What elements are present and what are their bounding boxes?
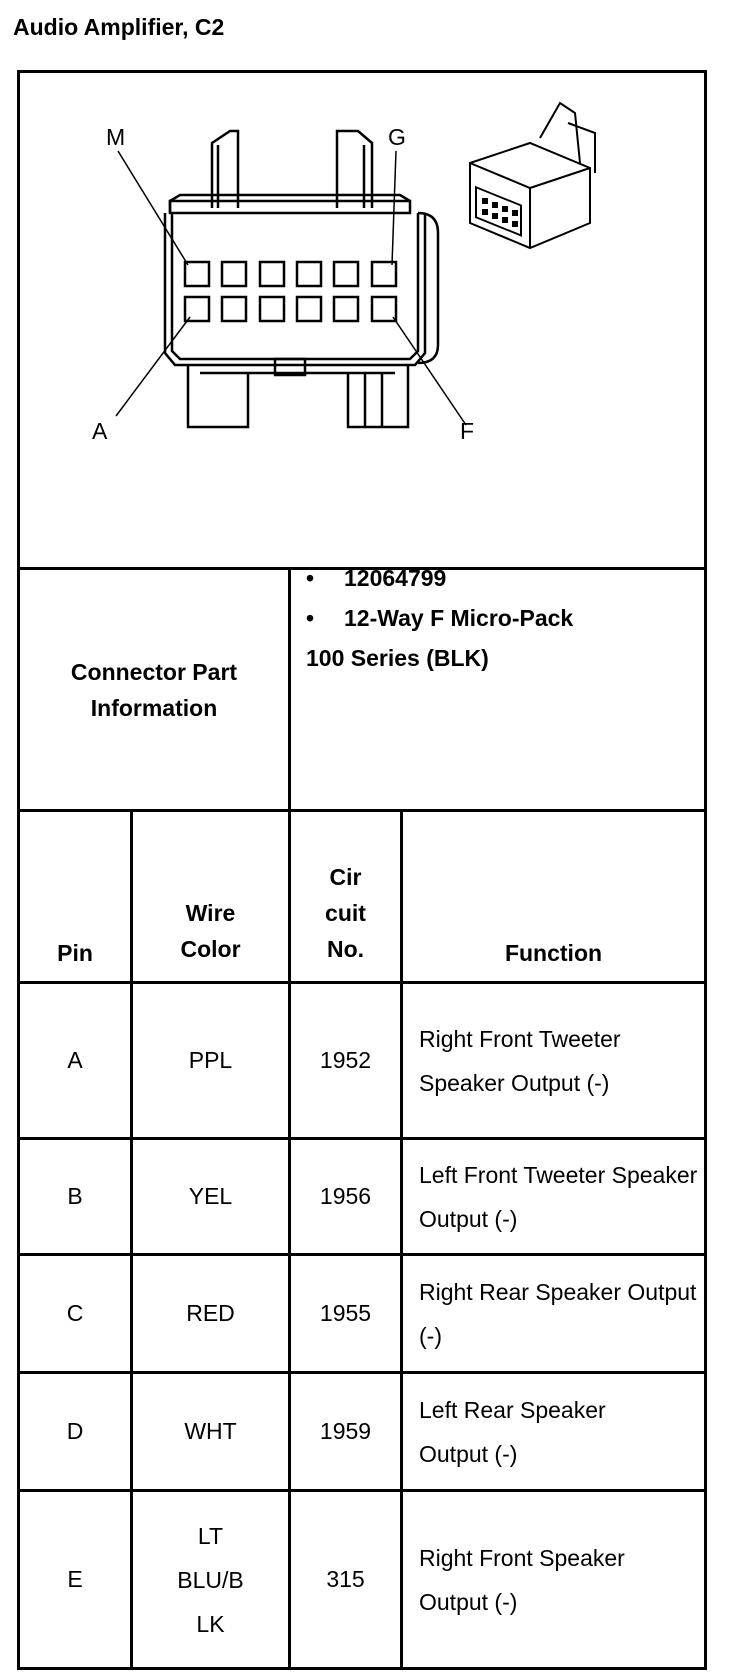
row-e-pin: E [67, 1566, 83, 1592]
row-a-function: Right Front Tweeter Speaker Output (-) [419, 1025, 621, 1096]
row-a-pin: A [67, 1047, 83, 1073]
row-b-function: Left Front Tweeter Speaker Output (-) [419, 1161, 698, 1232]
row-c-wire: RED [186, 1300, 235, 1326]
row-d-circuit: 1959 [319, 1418, 372, 1444]
page-title: Audio Amplifier, C2 [13, 14, 225, 40]
row-e-wire: LT BLU/B LK [177, 1522, 244, 1637]
row-e-function: Right Front Speaker Output (-) [419, 1544, 625, 1615]
header-pin: Pin [57, 940, 93, 966]
row-e-circuit: 315 [326, 1566, 365, 1592]
row-c-function: Right Rear Speaker Output (-) [419, 1278, 697, 1349]
part-description-line2: 100 Series (BLK) [306, 645, 489, 671]
connector-diagram [20, 73, 704, 567]
row-b-wire: YEL [188, 1183, 233, 1209]
header-function: Function [504, 940, 603, 966]
header-circuit: Cir cuit No. [325, 864, 366, 962]
part-number: 12064799 [344, 565, 447, 591]
bullet-glyph: • [306, 565, 315, 591]
row-b-pin: B [67, 1183, 83, 1209]
part-number-item [306, 558, 704, 598]
part-info-label: Connector Part Information [70, 658, 238, 721]
row-d-pin: D [66, 1418, 84, 1444]
header-wire-color: Wire Color [180, 900, 241, 962]
label-pin-f: F [460, 418, 475, 444]
row-a-wire: PPL [188, 1047, 233, 1073]
row-d-wire: WHT [184, 1418, 237, 1444]
row-d-function: Left Rear Speaker Output (-) [419, 1396, 606, 1467]
label-pin-g: G [388, 124, 406, 150]
row-c-pin: C [66, 1300, 84, 1326]
connector-table [17, 70, 707, 1670]
label-pin-m: M [106, 124, 126, 150]
part-info-values [292, 550, 704, 789]
row-b-circuit: 1956 [319, 1183, 372, 1209]
connector-face-drawing [20, 73, 704, 567]
label-pin-a: A [92, 418, 108, 444]
part-description-line1: 12-Way F Micro-Pack [344, 605, 574, 631]
description-item [306, 598, 704, 638]
row-c-circuit: 1955 [319, 1300, 372, 1326]
row-a-circuit: 1952 [319, 1047, 372, 1073]
bullet-glyph: • [306, 605, 315, 631]
